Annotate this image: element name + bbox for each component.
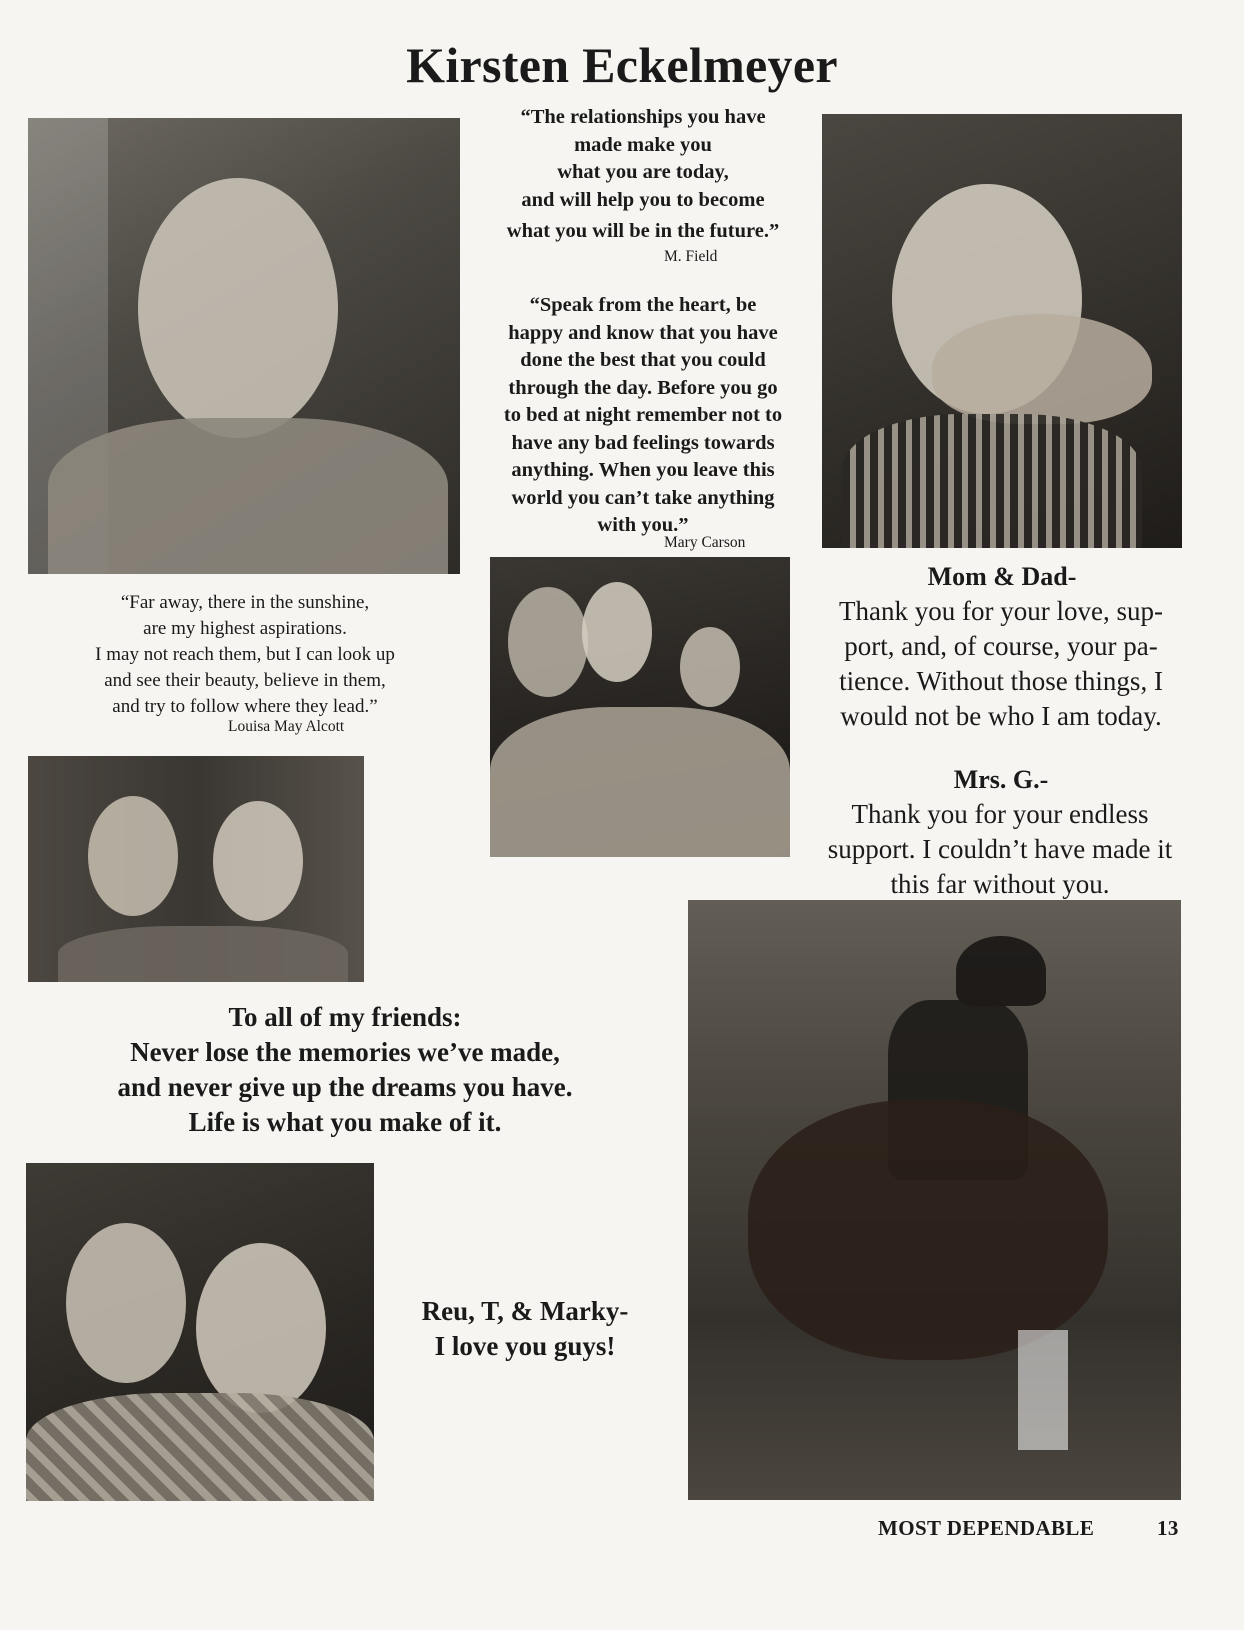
quote-line: through the day. Before you go — [508, 376, 778, 399]
child-watermelon-photo — [822, 114, 1182, 548]
two-girls-photo — [28, 756, 364, 982]
quote-line: and will help you to become — [521, 188, 765, 211]
friends-line: and never give up the dreams you have. — [117, 1072, 573, 1102]
quote-alcott-author: Louisa May Alcott — [228, 718, 345, 735]
quote-line: world you can’t take anything — [511, 486, 775, 509]
quote-line: have any bad feelings towards — [511, 431, 775, 454]
note-line: port, and, of course, your pa- — [844, 631, 1158, 661]
quote-field-author: M. Field — [664, 248, 718, 265]
quote-line: and try to follow where they lead.” — [112, 696, 378, 717]
friends-message — [60, 1000, 630, 1140]
quote-line: to bed at night remember not to — [503, 404, 783, 426]
quote-line: I may not reach them, but I can look up — [95, 644, 395, 665]
note-line: this far without you. — [890, 869, 1110, 899]
note-line: support. I couldn’t have made it — [827, 834, 1173, 864]
group-friends-photo — [490, 557, 790, 857]
page-title: Kirsten Eckelmeyer — [406, 37, 838, 93]
quote-line: and see their beauty, believe in them, — [104, 670, 386, 691]
mrs-g-note — [810, 797, 1190, 902]
quote-line: anything. When you leave this — [511, 459, 775, 481]
quote-carson — [478, 292, 808, 540]
page-number: 13 — [1157, 1516, 1179, 1540]
note-line: Thank you for your love, sup- — [839, 596, 1163, 626]
reu-line: Reu, T, & Marky- — [421, 1296, 629, 1326]
quote-line: done the best that you could — [520, 349, 766, 371]
quote-line: what you are today, — [557, 161, 729, 183]
friends-line: Life is what you make of it. — [188, 1107, 502, 1137]
mrs-g-heading: Mrs. G.- — [953, 765, 1049, 794]
friends-line: Never lose the memories we’ve made, — [130, 1037, 560, 1067]
quote-alcott — [40, 590, 450, 720]
quote-line: happy and know that you have — [508, 321, 778, 344]
quote-carson-author: Mary Carson — [664, 534, 746, 551]
note-line: tience. Without those things, I — [839, 666, 1163, 696]
couple-photo — [26, 1163, 374, 1501]
quote-line: made make you — [574, 133, 712, 156]
mom-dad-note — [816, 594, 1186, 734]
portrait-photo — [28, 118, 460, 574]
note-line: Thank you for your endless — [851, 799, 1149, 829]
quote-field — [478, 104, 808, 246]
quote-line: what you will be in the future.” — [506, 220, 780, 242]
quote-line: with you.” — [597, 514, 689, 536]
quote-line: “Speak from the heart, be — [529, 294, 757, 316]
quote-line: “Far away, there in the sunshine, — [120, 592, 370, 613]
footer-section-label: MOST DEPENDABLE — [878, 1516, 1095, 1540]
horse-riding-photo — [688, 900, 1181, 1500]
mom-dad-heading: Mom & Dad- — [927, 562, 1077, 591]
quote-line: “The relationships you have — [520, 106, 766, 128]
quote-line: are my highest aspirations. — [143, 618, 347, 639]
friends-line: To all of my friends: — [228, 1002, 462, 1032]
note-line: would not be who I am today. — [840, 701, 1162, 731]
reu-message — [390, 1294, 660, 1364]
reu-line: I love you guys! — [434, 1331, 616, 1361]
